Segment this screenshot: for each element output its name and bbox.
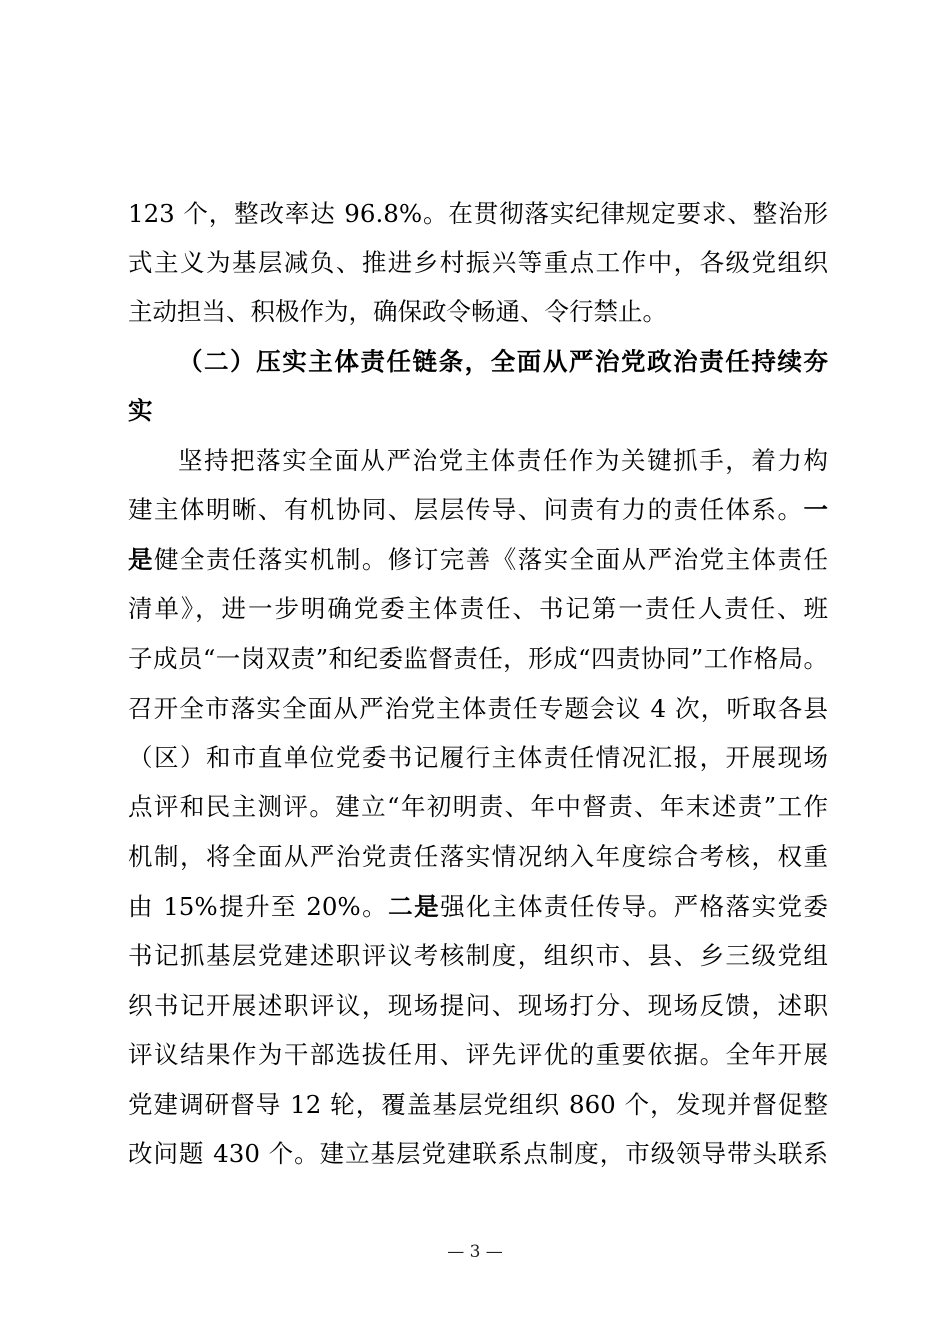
body-line <box>128 887 828 927</box>
body-line: 织书记开展述职评议，现场提问、现场打分、现场反馈，述职 <box>128 991 828 1020</box>
body-line: 坚持把落实全面从严治党主体责任作为关键抓手，着力构 <box>178 446 828 475</box>
body-line: 党建调研督导 12 轮，覆盖基层党组织 860 个，发现并督促整 <box>128 1090 828 1119</box>
bold-marker: 二是 <box>388 892 441 921</box>
body-line: 式主义为基层减负、推进乡村振兴等重点工作中，各级党组织 <box>128 248 828 277</box>
body-line <box>128 490 828 530</box>
body-line: 书记抓基层党建述职评议考核制度，组织市、县、乡三级党组 <box>128 941 828 970</box>
body-line: 清单》，进一步明确党委主体责任、书记第一责任人责任、班 <box>128 594 828 623</box>
section-heading-cont: 实 <box>128 396 153 425</box>
body-line: （区）和市直单位党委书记履行主体责任情况汇报，开展现场 <box>128 743 828 772</box>
bold-marker: 是 <box>128 545 154 574</box>
body-text: 建主体明晰、有机协同、层层传导、问责有力的责任体系。 <box>128 495 804 524</box>
body-line: 评议结果作为干部选拔任用、评先评优的重要依据。全年开展 <box>128 1040 828 1069</box>
bold-marker: 一 <box>803 495 828 524</box>
body-line: 点评和民主测评。建立“年初明责、年中督责、年末述责”工作 <box>128 792 828 821</box>
body-line: 子成员“一岗双责”和纪委监督责任，形成“四责协同”工作格局。 <box>128 644 828 673</box>
body-line: 主动担当、积极作为，确保政令畅通、令行禁止。 <box>128 297 667 326</box>
body-line: 召开全市落实全面从严治党主体责任专题会议 4 次，听取各县 <box>128 694 828 723</box>
section-heading: （二）压实主体责任链条，全面从严治党政治责任持续夯 <box>178 347 828 376</box>
body-line: 123 个，整改率达 96.8%。在贯彻落实纪律规定要求、整治形 <box>128 199 828 228</box>
body-line: 机制，将全面从严治党责任落实情况纳入年度综合考核，权重 <box>128 842 828 871</box>
body-line <box>128 540 828 580</box>
body-text: 健全责任落实机制。修订完善《落实全面从严治党主体责任 <box>153 545 829 574</box>
body-line: 改问题 430 个。建立基层党建联系点制度，市级领导带头联系 <box>128 1139 828 1168</box>
body-text: 强化主体责任传导。严格落实党委 <box>440 892 829 921</box>
body-text: 由 15%提升至 20%。 <box>128 892 389 921</box>
page-number: — 3 — <box>447 1242 503 1262</box>
